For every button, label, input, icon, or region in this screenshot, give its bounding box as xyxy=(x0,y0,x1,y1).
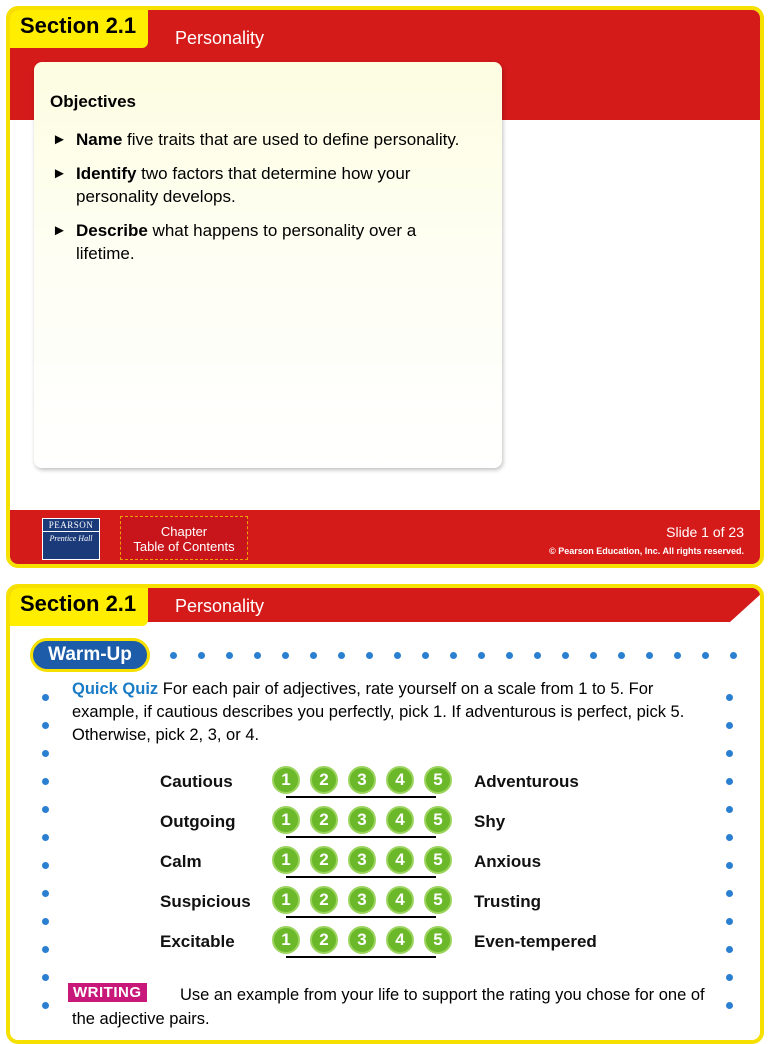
rating-option-3[interactable]: 3 xyxy=(348,806,376,834)
objective-keyword: Identify xyxy=(76,164,137,183)
scale-line xyxy=(286,876,436,878)
scale-line xyxy=(286,836,436,838)
border-dot xyxy=(42,946,49,953)
rating-option-5[interactable]: 5 xyxy=(424,766,452,794)
rating-option-3[interactable]: 3 xyxy=(348,926,376,954)
objective-keyword: Name xyxy=(76,130,123,149)
border-dot xyxy=(310,652,317,659)
border-dot xyxy=(42,750,49,757)
slide-footer xyxy=(10,510,760,568)
objective-item xyxy=(52,128,472,151)
section-title: Personality xyxy=(175,596,265,616)
objective-keyword: Describe xyxy=(76,221,148,240)
border-dot xyxy=(726,918,733,925)
rating-option-5[interactable]: 5 xyxy=(424,846,452,874)
border-dot xyxy=(726,834,733,841)
scale-line xyxy=(286,796,436,798)
adjective-right: Anxious xyxy=(474,852,542,871)
objectives-heading: Objectives xyxy=(50,92,136,111)
adjective-left: Cautious xyxy=(160,772,233,791)
rating-option-3[interactable]: 3 xyxy=(348,886,376,914)
border-dot xyxy=(198,652,205,659)
objective-text: two factors that determine how your personality develops. xyxy=(76,164,411,206)
border-dot xyxy=(726,778,733,785)
rating-row xyxy=(160,764,640,800)
publisher-logo[interactable] xyxy=(42,518,100,560)
scale-line xyxy=(286,956,436,958)
rating-option-4[interactable]: 4 xyxy=(386,926,414,954)
slide-warmup xyxy=(6,584,764,1044)
border-dot xyxy=(590,652,597,659)
border-dot xyxy=(422,652,429,659)
quick-quiz-label: Quick Quiz xyxy=(72,680,159,698)
rating-row xyxy=(160,924,640,960)
rating-options xyxy=(272,924,458,960)
border-dot xyxy=(726,862,733,869)
scale-line xyxy=(286,916,436,918)
border-dot xyxy=(674,652,681,659)
warmup-badge: Warm-Up xyxy=(30,638,150,672)
border-dot xyxy=(562,652,569,659)
section-title: Personality xyxy=(175,28,265,48)
border-dot xyxy=(506,652,513,659)
rating-option-4[interactable]: 4 xyxy=(386,806,414,834)
publisher-imprint: Prentice Hall xyxy=(49,534,93,543)
border-dot xyxy=(534,652,541,659)
border-dot xyxy=(726,890,733,897)
border-dot xyxy=(726,1002,733,1009)
border-dot xyxy=(42,862,49,869)
border-dot xyxy=(42,722,49,729)
rating-options xyxy=(272,844,458,880)
border-dot xyxy=(726,750,733,757)
objective-item xyxy=(52,219,472,265)
slide-number: Slide 1 of 23 xyxy=(666,524,744,540)
quick-quiz-text xyxy=(72,678,712,747)
adjective-left: Suspicious xyxy=(160,892,251,911)
border-dot xyxy=(226,652,233,659)
rating-row xyxy=(160,884,640,920)
writing-prompt: Use an example from your life to support the rating you chose for one of the adjective pairs. xyxy=(72,986,705,1028)
section-label: Section 2.1 xyxy=(10,10,148,48)
rating-option-4[interactable]: 4 xyxy=(386,846,414,874)
border-dot xyxy=(366,652,373,659)
chapter-toc-button[interactable] xyxy=(120,516,248,560)
rating-option-3[interactable]: 3 xyxy=(348,846,376,874)
rating-options xyxy=(272,804,458,840)
rating-options xyxy=(272,884,458,920)
section-label: Section 2.1 xyxy=(10,588,148,626)
border-dot xyxy=(726,694,733,701)
rating-options xyxy=(272,764,458,800)
border-dot xyxy=(42,1002,49,1009)
rating-option-2[interactable]: 2 xyxy=(310,926,338,954)
border-dot xyxy=(254,652,261,659)
border-dot xyxy=(702,652,709,659)
rating-option-4[interactable]: 4 xyxy=(386,886,414,914)
border-dot xyxy=(282,652,289,659)
adjective-left: Outgoing xyxy=(160,812,236,831)
adjective-right: Shy xyxy=(474,812,506,831)
publisher-name: PEARSON xyxy=(43,519,99,532)
border-dot xyxy=(42,834,49,841)
rating-option-1[interactable]: 1 xyxy=(272,846,300,874)
objective-text: what happens to personality over a lifetime. xyxy=(76,221,417,263)
rating-option-2[interactable]: 2 xyxy=(310,886,338,914)
toc-label-line1: Chapter xyxy=(160,524,208,539)
arrow-right-icon: ► xyxy=(52,165,67,182)
slide-objectives xyxy=(6,6,764,568)
border-dot xyxy=(478,652,485,659)
border-dot xyxy=(42,890,49,897)
toc-label-line2: Table of Contents xyxy=(133,539,235,554)
adjective-right: Even-tempered xyxy=(474,932,597,951)
adjective-right: Adventurous xyxy=(474,772,579,791)
rating-option-2[interactable]: 2 xyxy=(310,766,338,794)
writing-badge: WRITING xyxy=(68,983,147,1002)
rating-row xyxy=(160,804,640,840)
border-dot xyxy=(646,652,653,659)
objectives-list xyxy=(52,128,472,276)
adjective-left: Calm xyxy=(160,852,202,871)
border-dot xyxy=(726,974,733,981)
copyright-notice: © Pearson Education, Inc. All rights reserved. xyxy=(549,546,744,556)
border-dot xyxy=(170,652,177,659)
adjective-left: Excitable xyxy=(160,932,235,951)
rating-option-4[interactable]: 4 xyxy=(386,766,414,794)
rating-row xyxy=(160,844,640,880)
border-dot xyxy=(42,694,49,701)
border-dot xyxy=(726,722,733,729)
border-dot xyxy=(338,652,345,659)
border-dot xyxy=(450,652,457,659)
border-dot xyxy=(42,778,49,785)
rating-option-1[interactable]: 1 xyxy=(272,886,300,914)
arrow-right-icon: ► xyxy=(52,131,67,148)
border-dot xyxy=(42,918,49,925)
border-dot xyxy=(726,946,733,953)
quick-quiz-instructions: For each pair of adjectives, rate yourself on a scale from 1 to 5. For example, if cautious describes you perfectly, pick 1. If adventurous is perfect, pick 5. Otherwise, pick 2, 3, or 4. xyxy=(72,680,685,744)
rating-option-5[interactable]: 5 xyxy=(424,886,452,914)
objective-text: five traits that are used to define personality. xyxy=(122,130,460,149)
rating-option-1[interactable]: 1 xyxy=(272,926,300,954)
objective-item xyxy=(52,162,472,208)
objectives-panel xyxy=(34,62,502,468)
border-dot xyxy=(42,806,49,813)
border-dot xyxy=(394,652,401,659)
rating-option-5[interactable]: 5 xyxy=(424,806,452,834)
border-dot xyxy=(42,974,49,981)
rating-option-5[interactable]: 5 xyxy=(424,926,452,954)
rating-option-1[interactable]: 1 xyxy=(272,806,300,834)
arrow-right-icon: ► xyxy=(52,222,67,239)
adjective-right: Trusting xyxy=(474,892,542,911)
rating-option-2[interactable]: 2 xyxy=(310,846,338,874)
rating-option-1[interactable]: 1 xyxy=(272,766,300,794)
border-dot xyxy=(726,806,733,813)
rating-option-3[interactable]: 3 xyxy=(348,766,376,794)
rating-option-2[interactable]: 2 xyxy=(310,806,338,834)
border-dot xyxy=(618,652,625,659)
border-dot xyxy=(730,652,737,659)
